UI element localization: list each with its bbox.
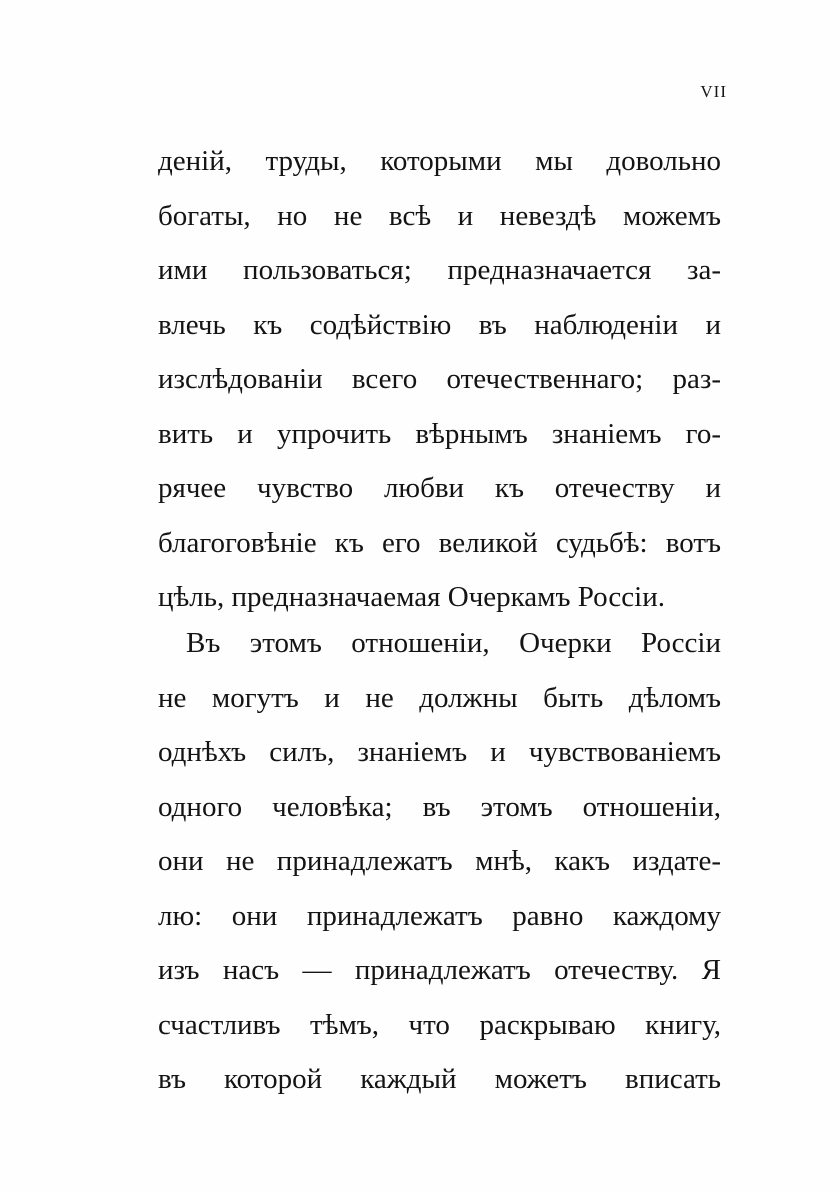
text-line: вить и упрочить вѣрнымъ знаніемъ го- [158, 417, 721, 450]
text-line: однѣхъ силъ, знаніемъ и чувствованіемъ [158, 736, 721, 768]
page-number: VII [700, 82, 727, 101]
text-line: деній, труды, которыми мы довольно [158, 145, 721, 177]
text-line: одного человѣка; въ этомъ отношеніи, [158, 790, 721, 823]
text-line: рячее чувство любви къ отечеству и [158, 472, 721, 504]
text-line: изслѣдованіи всего отечественнаго; раз- [158, 363, 721, 395]
text-line: цѣль, предназначаемая Очеркамъ Россіи. [158, 581, 665, 613]
paragraph-1 [158, 134, 721, 625]
text-line: богаты, но не всѣ и невездѣ можемъ [158, 199, 721, 232]
text-line: Въ этомъ отношеніи, Очерки Россіи [186, 627, 721, 659]
text-line: благоговѣніе къ его великой судьбѣ: вотъ [158, 526, 721, 559]
text-line: изъ насъ — принадлежатъ отечеству. Я [158, 954, 721, 986]
text-line: въ которой каждый можетъ вписать [158, 1063, 721, 1095]
text-line: не могутъ и не должны быть дѣломъ [158, 681, 721, 714]
text-line: счастливъ тѣмъ, что раскрываю книгу, [158, 1008, 721, 1041]
paragraph-2 [158, 616, 721, 1107]
text-line: ими пользоваться; предназначается за- [158, 254, 721, 286]
text-line: лю: они принадлежатъ равно каждому [158, 899, 721, 932]
text-line: влечь къ содѣйствію въ наблюденіи и [158, 308, 721, 341]
text-line: они не принадлежатъ мнѣ, какъ издате- [158, 845, 721, 877]
